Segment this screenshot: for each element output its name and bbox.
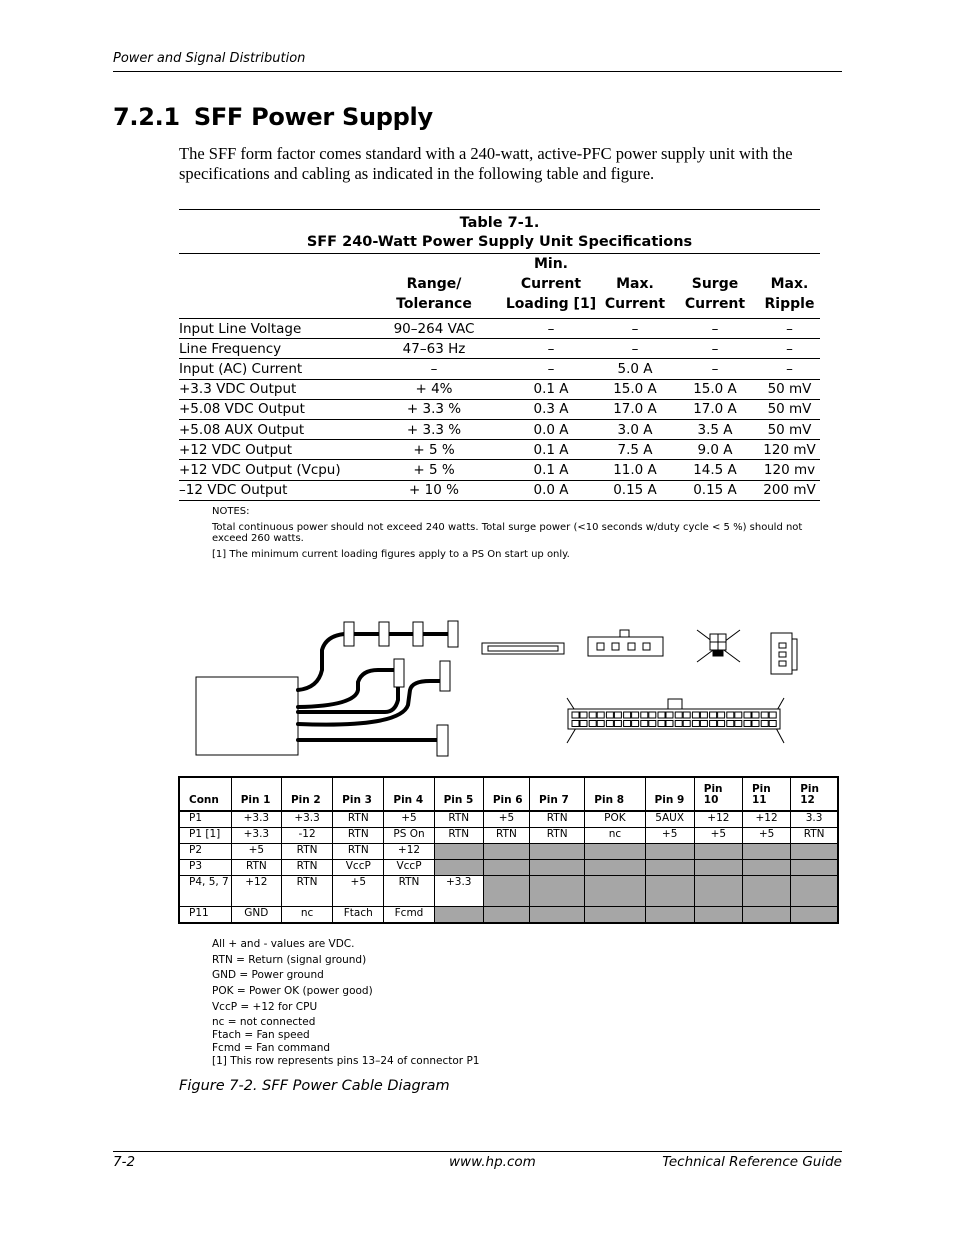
- section-heading: [113, 103, 433, 131]
- pin-cell: nc: [585, 828, 645, 844]
- pin-cell: RTN: [483, 828, 529, 844]
- connector-pin: [744, 712, 751, 718]
- connector-pin: [675, 721, 682, 727]
- table-caption-title: SFF 240-Watt Power Supply Unit Specifications: [306, 234, 693, 250]
- connector-pin: [649, 712, 656, 718]
- connector-pin: [614, 712, 621, 718]
- spec-header-cell: [503, 254, 599, 319]
- connector-pin: [752, 712, 759, 718]
- spec-cell: –: [671, 339, 759, 359]
- pin-cell-empty: [645, 860, 694, 876]
- pin-connector-name: P1: [179, 811, 231, 828]
- pin-cell-empty: [694, 907, 742, 924]
- spec-cell: –: [671, 359, 759, 379]
- spec-cell: 50 mV: [759, 379, 820, 399]
- spec-row: [179, 480, 820, 500]
- pin-cell: +12: [384, 844, 434, 860]
- notes-line-1: Total continuous power should not exceed 240 watts. Total surge power (<10 seconds w/duty cycle < 5 %) should not exceed 260 watts.: [212, 522, 803, 544]
- pin-row: [179, 811, 838, 828]
- spec-header-line: Tolerance: [396, 296, 472, 312]
- pin-header-cell: Pin 6: [483, 777, 529, 811]
- connector-pin: [735, 721, 742, 727]
- legend-item: RTN = Return (signal ground): [212, 953, 367, 966]
- pin-cell-empty: [742, 844, 790, 860]
- connector-pin: [597, 721, 604, 727]
- spec-cell: –: [671, 319, 759, 339]
- spec-header-line: [673, 254, 757, 274]
- pin-header-cell: Pin 8: [585, 777, 645, 811]
- spec-header-cell: [179, 254, 365, 319]
- pin-header-cell: Pin 3: [333, 777, 384, 811]
- main-24pin-connector: [567, 698, 784, 743]
- cpu-power-connector: [697, 630, 740, 662]
- pin-cell-empty: [791, 844, 838, 860]
- spec-cell: 0.1 A: [503, 460, 599, 480]
- spec-cell: 14.5 A: [671, 460, 759, 480]
- connector-pin: [624, 712, 631, 718]
- running-header: Power and Signal Distribution: [113, 51, 306, 66]
- psu-body: [196, 677, 298, 755]
- connector-pin: [666, 721, 673, 727]
- pin-cell-empty: [645, 876, 694, 907]
- pin-cell: RTN: [434, 811, 483, 828]
- spec-cell: 7.5 A: [599, 440, 671, 460]
- connector-pin: [710, 712, 717, 718]
- section-number: 7.2.1: [113, 103, 180, 131]
- legend-item: VccP = +12 for CPU: [212, 1000, 318, 1013]
- connector-pin: [624, 721, 631, 727]
- pin-cell-empty: [694, 844, 742, 860]
- spec-header-line: [181, 294, 363, 314]
- pin-header-cell: Pin 12: [791, 777, 838, 811]
- pin-cell: nc: [281, 907, 332, 924]
- fan-connector: [771, 633, 797, 674]
- pin-cell: +12: [231, 876, 281, 907]
- spec-cell: 0.0 A: [503, 419, 599, 439]
- connector-pin: [580, 712, 587, 718]
- connector-pin: [649, 721, 656, 727]
- peripheral-connector: [588, 630, 663, 656]
- spec-cell: 0.0 A: [503, 480, 599, 500]
- legend-item: Ftach = Fan speed: [212, 1029, 310, 1042]
- spec-cell: 200 mV: [759, 480, 820, 500]
- spec-header-cell: [759, 254, 820, 319]
- pin-cell: RTN: [333, 828, 384, 844]
- spec-header-line: Max.: [770, 276, 809, 292]
- connector-pin: [572, 721, 579, 727]
- connector-pin: [735, 712, 742, 718]
- pin-cell-empty: [434, 844, 483, 860]
- legend-item: [1] This row represents pins 13–24 of connector P1: [212, 1055, 480, 1068]
- spec-cell: 0.15 A: [599, 480, 671, 500]
- intro-paragraph: The SFF form factor comes standard with a 240-watt, active-PFC power supply unit with the specifications and cabling as indicated in the following table and figure.: [179, 144, 793, 183]
- pin-cell: RTN: [530, 811, 585, 828]
- cable-connectors: [344, 621, 458, 756]
- pin-cell: VccP: [384, 860, 434, 876]
- spec-header-line: Current: [604, 296, 666, 312]
- pin-cell: RTN: [281, 876, 332, 907]
- pin-cell: 5AUX: [645, 811, 694, 828]
- pin-cell: GND: [231, 907, 281, 924]
- pin-cell: Ftach: [333, 907, 384, 924]
- pin-cell: VccP: [333, 860, 384, 876]
- header-rule: [113, 71, 842, 72]
- spec-header-line: Range/: [406, 276, 462, 292]
- pin-cell-empty: [585, 876, 645, 907]
- pin-table: [178, 776, 839, 924]
- pin-cell: RTN: [530, 828, 585, 844]
- pin-cell-empty: [483, 907, 529, 924]
- pin-cell-empty: [483, 844, 529, 860]
- spec-cell: + 3.3 %: [365, 419, 503, 439]
- spec-cell: –: [759, 339, 820, 359]
- spec-header-line: Ripple: [764, 296, 815, 312]
- spec-cell: 120 mV: [759, 440, 820, 460]
- pin-cell-empty: [530, 860, 585, 876]
- spec-cell: 17.0 A: [599, 399, 671, 419]
- spec-header-cell: [365, 254, 503, 319]
- connector-pin: [718, 721, 725, 727]
- spec-cell: –: [599, 339, 671, 359]
- spec-row: [179, 460, 820, 480]
- spec-row-label: +3.3 VDC Output: [179, 379, 365, 399]
- spec-cell: –: [759, 319, 820, 339]
- pin-header-row: [179, 777, 838, 811]
- pin-cell: Fcmd: [384, 907, 434, 924]
- connector-pin: [769, 721, 776, 727]
- pin-header-cell: Pin 11: [742, 777, 790, 811]
- pin-cell: +3.3: [434, 876, 483, 907]
- spec-header-line: Max.: [616, 276, 654, 292]
- legend-item: POK = Power OK (power good): [212, 985, 373, 998]
- notes-heading: NOTES:: [212, 506, 250, 517]
- connector-pin: [572, 712, 579, 718]
- footer-page-number: 7-2: [113, 1154, 136, 1170]
- connector-pin: [658, 712, 665, 718]
- pin-cell-empty: [434, 907, 483, 924]
- connector-pin: [580, 721, 587, 727]
- spec-row-label: Input (AC) Current: [179, 359, 365, 379]
- connector-pin: [761, 712, 768, 718]
- spec-cell: 11.0 A: [599, 460, 671, 480]
- spec-cell: 3.0 A: [599, 419, 671, 439]
- spec-cell: 9.0 A: [671, 440, 759, 460]
- pin-cell-empty: [791, 876, 838, 907]
- pin-cell-empty: [791, 860, 838, 876]
- pin-header-cell: Pin 7: [530, 777, 585, 811]
- section-title: SFF Power Supply: [193, 103, 433, 131]
- footer-rule: [113, 1151, 842, 1152]
- spec-header-line: [367, 254, 501, 274]
- pin-cell: PS On: [384, 828, 434, 844]
- connector-pin: [683, 721, 690, 727]
- connector-pin: [606, 721, 613, 727]
- pin-cell-empty: [585, 907, 645, 924]
- spec-cell: 5.0 A: [599, 359, 671, 379]
- spec-cell: 3.5 A: [671, 419, 759, 439]
- pin-cell: RTN: [791, 828, 838, 844]
- spec-row-label: +5.08 AUX Output: [179, 419, 365, 439]
- pin-cell-empty: [645, 907, 694, 924]
- pin-cell: +5: [384, 811, 434, 828]
- connector-pin: [727, 712, 734, 718]
- spec-header-cell: [671, 254, 759, 319]
- spec-row-label: +12 VDC Output: [179, 440, 365, 460]
- pin-row: [179, 876, 838, 907]
- spec-row-label: +5.08 VDC Output: [179, 399, 365, 419]
- spec-cell: + 5 %: [365, 440, 503, 460]
- pin-cell-empty: [742, 860, 790, 876]
- spec-cell: 50 mV: [759, 419, 820, 439]
- connector-pin: [700, 712, 707, 718]
- pin-header-cell: Pin 4: [384, 777, 434, 811]
- table-caption-number: Table 7-1.: [459, 215, 540, 231]
- spec-cell: 0.15 A: [671, 480, 759, 500]
- connector-pin: [752, 721, 759, 727]
- pin-connector-name: P1 [1]: [179, 828, 231, 844]
- spec-row-label: +12 VDC Output (Vcpu): [179, 460, 365, 480]
- spec-header-row: [179, 254, 820, 319]
- pin-cell-empty: [483, 860, 529, 876]
- figure-caption: Figure 7-2. SFF Power Cable Diagram: [179, 1078, 450, 1094]
- floppy-connector: [482, 643, 564, 654]
- pin-cell: RTN: [281, 844, 332, 860]
- pin-header-cell: Pin 10: [694, 777, 742, 811]
- pin-cell: +5: [333, 876, 384, 907]
- connector-pin: [589, 712, 596, 718]
- spec-header-line: Surge: [691, 276, 739, 292]
- spec-row-label: Line Frequency: [179, 339, 365, 359]
- pin-header-cell: Pin 9: [645, 777, 694, 811]
- connector-pin: [727, 721, 734, 727]
- pin-connector-name: P3: [179, 860, 231, 876]
- table-notes: [212, 506, 822, 565]
- connector-pin: [700, 721, 707, 727]
- pin-header-cell: Pin 5: [434, 777, 483, 811]
- spec-header-line: Current: [684, 296, 746, 312]
- spec-header-line: Min.: [533, 256, 568, 272]
- cable-bundle: [298, 634, 452, 740]
- pin-cell: RTN: [333, 811, 384, 828]
- pin-cell: RTN: [281, 860, 332, 876]
- spec-row: [179, 339, 820, 359]
- pin-row: [179, 860, 838, 876]
- connector-pin: [641, 721, 648, 727]
- connector-pin: [589, 721, 596, 727]
- spec-row-label: –12 VDC Output: [179, 480, 365, 500]
- spec-cell: 0.1 A: [503, 379, 599, 399]
- connector-pin: [744, 721, 751, 727]
- pin-cell: RTN: [384, 876, 434, 907]
- spec-cell: 17.0 A: [671, 399, 759, 419]
- pin-cell: +5: [483, 811, 529, 828]
- pin-cell-empty: [530, 907, 585, 924]
- footer-guide-title: Technical Reference Guide: [662, 1154, 842, 1170]
- spec-table: [179, 254, 820, 501]
- connector-pin: [769, 712, 776, 718]
- connector-pin: [692, 712, 699, 718]
- spec-header-line: [601, 254, 669, 274]
- connector-pin: [683, 712, 690, 718]
- pin-cell-empty: [530, 876, 585, 907]
- legend-item: GND = Power ground: [212, 969, 324, 982]
- connector-pin: [761, 721, 768, 727]
- pin-connector-name: P2: [179, 844, 231, 860]
- spec-cell: 50 mV: [759, 399, 820, 419]
- connector-pin: [632, 721, 639, 727]
- pin-cell: +3.3: [281, 811, 332, 828]
- pin-cell: +3.3: [231, 811, 281, 828]
- pin-cell-empty: [530, 844, 585, 860]
- connector-pin: [718, 712, 725, 718]
- legend-item: All + and - values are VDC.: [212, 938, 355, 950]
- connector-pin: [641, 712, 648, 718]
- pin-connector-name: P11: [179, 907, 231, 924]
- pin-header-cell: Conn: [179, 777, 231, 811]
- legend-item: nc = not connected: [212, 1016, 316, 1029]
- spec-cell: + 3.3 %: [365, 399, 503, 419]
- pin-cell-empty: [791, 907, 838, 924]
- pin-cell-empty: [742, 907, 790, 924]
- spec-row: [179, 399, 820, 419]
- pin-cell: +5: [694, 828, 742, 844]
- pin-cell: +5: [742, 828, 790, 844]
- spec-cell: 15.0 A: [599, 379, 671, 399]
- pin-row: [179, 828, 838, 844]
- pin-cell-empty: [694, 860, 742, 876]
- pin-cell: +12: [694, 811, 742, 828]
- spec-cell: + 10 %: [365, 480, 503, 500]
- pin-cell-empty: [645, 844, 694, 860]
- pin-connector-name: P4, 5, 7: [179, 876, 231, 907]
- pin-header-cell: Pin 1: [231, 777, 281, 811]
- spec-row: [179, 319, 820, 339]
- spec-header-line: [181, 274, 363, 294]
- pin-row: [179, 844, 838, 860]
- spec-row: [179, 419, 820, 439]
- pin-cell: RTN: [231, 860, 281, 876]
- spec-table-block: [179, 209, 820, 501]
- pin-cell-empty: [483, 876, 529, 907]
- connector-pin: [597, 712, 604, 718]
- spec-cell: 0.1 A: [503, 440, 599, 460]
- spec-cell: + 5 %: [365, 460, 503, 480]
- pin-cell: +5: [231, 844, 281, 860]
- pin-cell-empty: [742, 876, 790, 907]
- pin-cell: RTN: [434, 828, 483, 844]
- pin-cell: 3.3: [791, 811, 838, 828]
- spec-cell: –: [759, 359, 820, 379]
- connector-pin: [632, 712, 639, 718]
- spec-cell: + 4%: [365, 379, 503, 399]
- spec-cell: –: [503, 319, 599, 339]
- footer-url: www.hp.com: [449, 1154, 536, 1170]
- pin-cell: -12: [281, 828, 332, 844]
- table-caption: [179, 210, 820, 254]
- pin-cell-empty: [585, 860, 645, 876]
- spec-cell: 90–264 VAC: [365, 319, 503, 339]
- pin-row: [179, 907, 838, 924]
- spec-cell: –: [365, 359, 503, 379]
- spec-header-line: Loading [1]: [505, 296, 597, 312]
- connector-pin: [675, 712, 682, 718]
- pin-cell: +5: [645, 828, 694, 844]
- pin-header-cell: Pin 2: [281, 777, 332, 811]
- spec-header-line: [761, 254, 818, 274]
- spec-row: [179, 359, 820, 379]
- spec-row: [179, 440, 820, 460]
- spec-cell: –: [503, 359, 599, 379]
- pin-legend: [212, 938, 479, 1068]
- spec-header-line: Current: [520, 276, 582, 292]
- notes-line-2: [1] The minimum current loading figures apply to a PS On start up only.: [212, 549, 570, 560]
- spec-cell: 0.3 A: [503, 399, 599, 419]
- connector-pin: [710, 721, 717, 727]
- spec-header-line: [181, 254, 363, 274]
- legend-item: Fcmd = Fan command: [212, 1042, 331, 1055]
- connector-pin: [666, 712, 673, 718]
- spec-cell: 120 mv: [759, 460, 820, 480]
- spec-row-label: Input Line Voltage: [179, 319, 365, 339]
- spec-cell: 15.0 A: [671, 379, 759, 399]
- connector-pin: [614, 721, 621, 727]
- pin-cell-empty: [434, 860, 483, 876]
- spec-cell: 47–63 Hz: [365, 339, 503, 359]
- pin-cell-empty: [585, 844, 645, 860]
- spec-cell: –: [503, 339, 599, 359]
- connector-pin: [692, 721, 699, 727]
- spec-row: [179, 379, 820, 399]
- connector-pin: [606, 712, 613, 718]
- pin-cell: POK: [585, 811, 645, 828]
- pin-cell-empty: [694, 876, 742, 907]
- pin-cell: +3.3: [231, 828, 281, 844]
- pin-cell: +12: [742, 811, 790, 828]
- spec-cell: –: [599, 319, 671, 339]
- spec-header-cell: [599, 254, 671, 319]
- pin-cell: RTN: [333, 844, 384, 860]
- connector-pin: [658, 721, 665, 727]
